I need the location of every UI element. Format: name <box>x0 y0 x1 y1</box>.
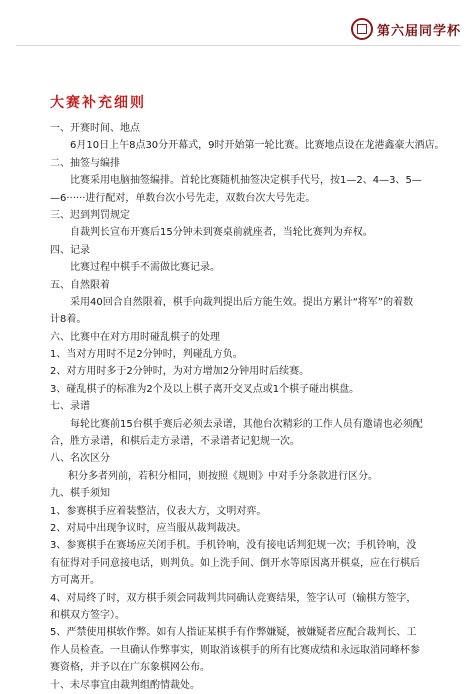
section-heading: 三、迟到判罚规定 <box>50 209 130 221</box>
list-item-continued: 方可离开。 <box>50 575 100 587</box>
list-item: 3、参赛棋手在赛场应关闭手机。手机铃响，没有接电话判犯规一次；手机铃响，没 <box>50 540 417 552</box>
brand-name: 第六届同学杯 <box>376 23 461 39</box>
header-divider <box>16 45 461 46</box>
document-title: 大赛补充细则 <box>50 95 146 111</box>
list-item: 1、当对方用时不足2分钟时，判碰乱方负。 <box>50 349 243 361</box>
section-heading: 七、录谱 <box>50 401 90 413</box>
section-heading: 四、记录 <box>50 244 90 256</box>
paragraph-line: 自裁判长宣布开赛后15分钟未到赛桌前就座者，当轮比赛判为弃权。 <box>70 227 373 239</box>
list-item-continued: 和棋双方签字）。 <box>50 609 125 621</box>
section-heading: 五、自然限着 <box>50 279 110 291</box>
paragraph-line: 计8着。 <box>50 314 87 326</box>
section-heading: 十、未尽事宜由裁判组酌情裁处。 <box>50 679 200 691</box>
list-item-continued: 作人员检查。一旦确认作弊事实，则取消该棋手的所有比赛成绩和永远取消同峰杯参 <box>50 644 420 656</box>
paragraph-line: 积分多者列前，若积分相同，则按照《规则》中对手分条款进行区分。 <box>68 470 378 482</box>
list-item: 2、对局中出现争议时，应当服从裁判裁决。 <box>50 522 247 534</box>
list-item: 1、参赛棋手应着装整洁，仪表大方，文明对弈。 <box>50 505 267 517</box>
paragraph-line: 6月10日上午8点30分开幕式，9时开始第一轮比赛。比赛地点设在龙港鑫豪大酒店。 <box>70 140 445 152</box>
section-heading: 六、比赛中在对方用时碰乱棋子的处理 <box>50 331 220 343</box>
section-heading: 九、棋手须知 <box>50 488 110 500</box>
list-item-continued: 有征得对手同意接电话，则判负。如上洗手间、倒开水等原因离开棋桌，应在行棋后 <box>50 557 420 569</box>
paragraph-line: —6······进行配对，单数台次小号先走，双数台次大号先走。 <box>50 192 316 204</box>
paragraph-line: 比赛采用电脑抽签编排。首轮比赛随机抽签决定棋手代号，按1—2、4—3、5— <box>70 175 422 187</box>
brand-header <box>351 18 461 40</box>
section-heading: 一、开赛时间、地点 <box>50 123 140 134</box>
list-item: 3、碰乱棋子的标准为2个及以上棋子离开交叉点或1个棋子碰出棋盘。 <box>50 383 360 395</box>
document-body <box>50 120 445 694</box>
brand-seal-icon <box>351 18 373 40</box>
list-item: 4、对局终了时，双方棋手须会同裁判共同确认竞赛结果，签字认可（输棋方签字， <box>50 592 417 604</box>
paragraph-line: 比赛过程中棋手不需做比赛记录。 <box>70 262 220 274</box>
paragraph-line: 采用40回合自然限着，棋手向裁判提出后方能生效。提出方累计“将军”的着数 <box>70 296 414 308</box>
list-item: 2、对方用时多于2分钟时，为对方增加2分钟用时后续赛。 <box>50 366 310 378</box>
paragraph-line: 合，胜方录谱，和棋后走方录谱，不录谱者记犯规一次。 <box>50 436 300 448</box>
list-item-continued: 赛资格，并予以在广东象棋网公布。 <box>50 662 210 674</box>
section-heading: 二、抽签与编排 <box>50 157 120 169</box>
section-heading: 八、名次区分 <box>50 453 110 465</box>
paragraph-line: 每轮比赛前15台棋手赛后必须去录谱，其他台次精彩的工作人员有邀请也必须配 <box>70 418 423 430</box>
list-item: 5、严禁使用棋软作弊。如有人指证某棋手有作弊嫌疑，被嫌疑者应配合裁判长、工 <box>50 627 417 639</box>
